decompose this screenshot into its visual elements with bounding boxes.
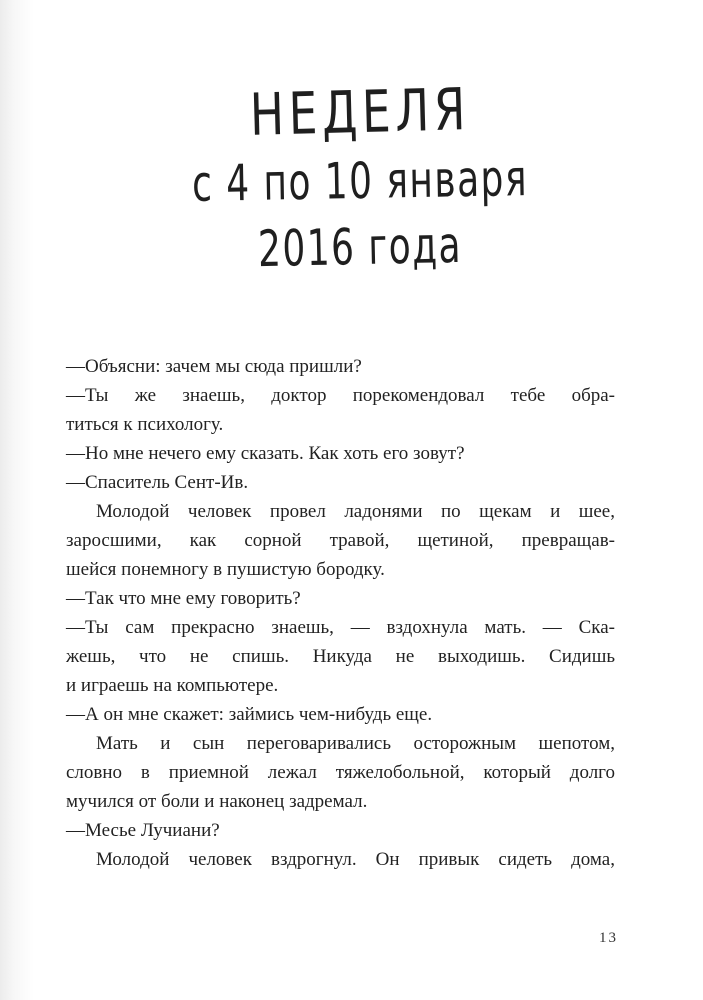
text-line: Молодой человек провел ладонями по щекам и шее, <box>96 501 615 522</box>
text-line: жешь, что не спишь. Никуда не выходишь. Сидишь <box>66 646 615 667</box>
text-line: —Так что мне ему говорить? <box>66 588 301 609</box>
text-line: —Ты сам прекрасно знаешь, — вздохнула мать. — Ска- <box>66 617 615 638</box>
text-line: —Месье Лучиани? <box>66 820 220 841</box>
text-line: Мать и сын переговаривались осторожным шепотом, <box>96 733 615 754</box>
chapter-heading-year: 2016 года <box>257 215 463 279</box>
text-line: —А он мне скажет: займись чем-нибудь еще. <box>66 704 433 725</box>
text-line: заросшими, как сорной травой, щетиной, превращав- <box>66 530 615 551</box>
text-line: мучился от боли и наконец задремал. <box>66 791 368 812</box>
page-number: 13 <box>599 930 618 946</box>
text-line: и играешь на компьютере. <box>66 675 279 696</box>
text-line: титься к психологу. <box>66 414 224 435</box>
chapter-heading-title: НЕДЕЛЯ <box>249 75 471 149</box>
text-line: —Ты же знаешь, доктор порекомендовал тебе обра- <box>66 385 615 406</box>
text-line: —Объясни: зачем мы сюда пришли? <box>66 356 362 377</box>
text-line: —Спаситель Сент-Ив. <box>66 472 249 493</box>
body-text <box>66 352 615 874</box>
text-line: Молодой человек вздрогнул. Он привык сидеть дома, <box>96 849 615 870</box>
chapter-heading-dates: с 4 по 10 января <box>191 149 529 213</box>
text-line: словно в приемной лежал тяжелобольной, который долго <box>66 762 615 783</box>
text-line: —Но мне нечего ему сказать. Как хоть его зовут? <box>66 443 465 464</box>
text-line: шейся понемногу в пушистую бородку. <box>66 559 385 580</box>
